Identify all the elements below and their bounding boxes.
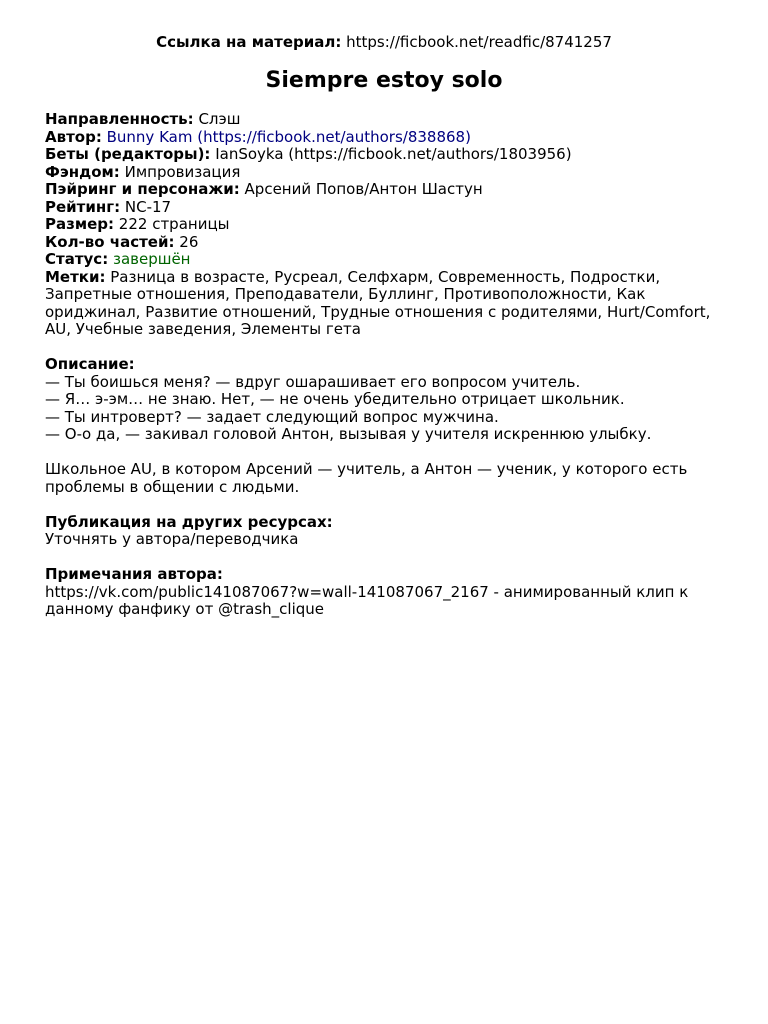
pairing-row bbox=[45, 181, 725, 199]
size-label: Размер: bbox=[45, 215, 115, 233]
tags-label: Метки: bbox=[45, 267, 106, 286]
pairing-label: Пэйринг и персонажи: bbox=[45, 180, 240, 198]
fandom-row bbox=[45, 164, 725, 182]
betas-label: Беты (редакторы): bbox=[45, 145, 211, 163]
source-label: Ссылка на материал: bbox=[156, 33, 342, 51]
status-label: Статус: bbox=[45, 250, 109, 268]
parts-value: 26 bbox=[179, 232, 199, 251]
description-line: — Ты боишься меня? — вдруг ошарашивает его вопросом учитель. bbox=[45, 372, 581, 391]
rating-row bbox=[45, 199, 725, 217]
parts-label: Кол-во частей: bbox=[45, 232, 175, 251]
notes-text: https://vk.com/public141087067?w=wall-141087067_2167 - анимированный клип к данному фанфику от @trash_clique bbox=[45, 582, 689, 618]
description-line: — Я… э-эм… не знаю. Нет, — не очень убедительно отрицает школьник. bbox=[45, 390, 625, 408]
size-value: 222 страницы bbox=[118, 215, 230, 233]
work-content bbox=[45, 111, 725, 619]
source-url[interactable]: https://ficbook.net/readfic/8741257 bbox=[346, 33, 612, 51]
betas-value: IanSoyka (https://ficbook.net/authors/1803956) bbox=[215, 145, 572, 163]
tags-value: Разница в возрасте, Русреал, Селфхарм, Современность, Подростки, Запретные отношения, Преподаватели, Буллинг, Противоположности, Как ориджинал, Развитие отношений, Трудные отношения с родителями, Hurt/Comfort, AU, Учебные заведения, Элементы гета bbox=[45, 267, 711, 338]
parts-row bbox=[45, 234, 725, 252]
notes-heading: Примечания автора: bbox=[45, 565, 223, 583]
betas-row bbox=[45, 146, 725, 164]
spacer bbox=[45, 444, 725, 462]
status-value: завершён bbox=[112, 250, 191, 268]
description-summary: Школьное AU, в котором Арсений — учитель, а Антон — ученик, у которого есть проблемы в общении с людьми. bbox=[45, 460, 688, 496]
fandom-label: Фэндом: bbox=[45, 162, 120, 181]
work-title: Siempre estoy solo bbox=[265, 68, 503, 93]
source-link-line bbox=[0, 33, 768, 51]
author-link[interactable]: Bunny Kam (https://ficbook.net/authors/838868) bbox=[106, 127, 471, 146]
author-row bbox=[45, 129, 725, 147]
description-line: — Ты интроверт? — задает следующий вопрос мужчина. bbox=[45, 407, 499, 426]
status-row bbox=[45, 251, 725, 269]
tags-row bbox=[45, 269, 725, 339]
rating-value: NC-17 bbox=[124, 197, 172, 216]
description-heading: Описание: bbox=[45, 355, 135, 373]
fandom-value: Импровизация bbox=[124, 162, 241, 181]
pairing-value: Арсений Попов/Антон Шастун bbox=[244, 180, 483, 198]
direction-label: Направленность: bbox=[45, 110, 194, 128]
publication-heading: Публикация на других ресурсах: bbox=[45, 512, 333, 531]
description-line: — О-о да, — закивал головой Антон, вызывая у учителя искреннюю улыбку. bbox=[45, 425, 652, 443]
spacer bbox=[45, 549, 725, 567]
publication-text: Уточнять у автора/переводчика bbox=[45, 530, 299, 548]
spacer bbox=[45, 339, 725, 357]
author-label: Автор: bbox=[45, 127, 102, 146]
direction-value: Слэш bbox=[198, 110, 241, 128]
direction-row bbox=[45, 111, 725, 129]
size-row bbox=[45, 216, 725, 234]
spacer bbox=[45, 496, 725, 514]
rating-label: Рейтинг: bbox=[45, 197, 121, 216]
